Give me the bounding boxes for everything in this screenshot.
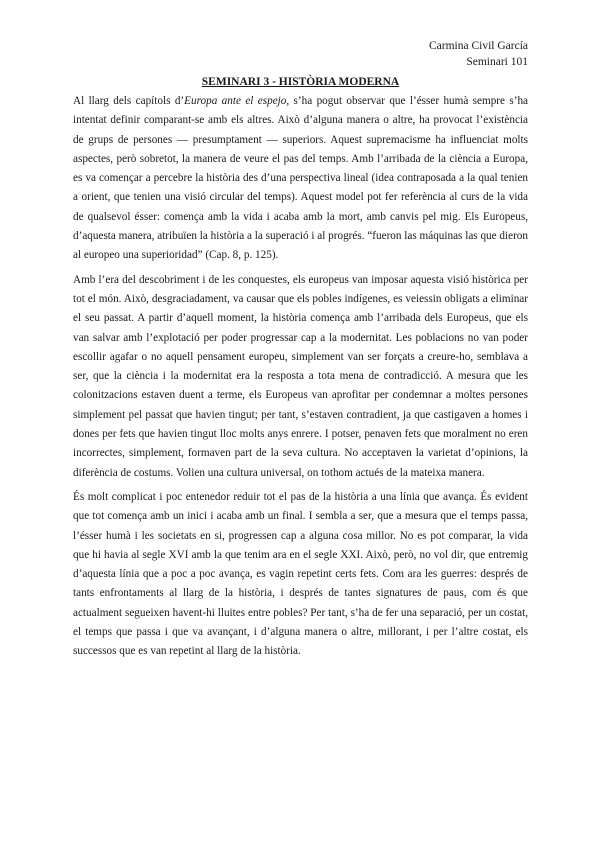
author-name: Carmina Civil García: [429, 40, 528, 52]
document-title: SEMINARI 3 - HISTÒRIA MODERNA: [201, 76, 400, 88]
paragraph-1-intro: Al llarg dels capítols d’: [73, 95, 185, 107]
paragraph-1: [73, 92, 528, 266]
paragraph-3: És molt complicat i poc entenedor reduir tot el pas de la història a una línia que avança. És evident que tot comença amb un inici i acaba amb un final. I sembla a ser, que a mesura que el temps passa, l’ésser humà i les societats en si, progressen cap a alguna cosa millor. No es pot comparar, la vida que hi havia al segle XVI amb la que tenim ara en el segle XXI. Això, però, no vol dir, que entremig d’aquesta línia que a poc a poc avança, es vagin repetint certs fets. Com ara les guerres: després de tants enfrontaments al llarg de la història, i després de tantes signatures de paus, com és que actualment segueixen havent-hi lluites entre pobles? Per tant, s’ha de fer una separació, per un costat, el temps que passa i que va avançant, i d’alguna manera o altre, millorant, i per l’altre costat, els successos que es van repetint al llarg de la història.: [73, 490, 528, 658]
book-title: Europa ante el espejo: [184, 95, 287, 107]
paragraph-1-body: , s’ha pogut observar que l’ésser humà sempre s’ha intentat definir comparant-se amb els altres. Això d’alguna manera o altre, ha provocat l’existència de grups de persones — presumptament — superiors. Aquest supremacisme ha influenciat molts aspectes, però sobretot, la manera de veure el pas del temps. Amb l’arribada de la ciència a Europa, es va començar a percebre la història des d’una perspectiva lineal (idea contraposada a la qual tenien a orient, que tenien una visió circular del temps). Aquest model pot fer referència al curs de la vida de qualsevol ésser: comença amb la vida i acaba amb la mort, amb canvis pel mig. Els Europeus, d’aquesta manera, atribuïen la història a la superació i al progrés. “fueron las máquinas las que dieron al europeo una superioridad” (Cap. 8, p. 125).: [73, 95, 529, 262]
seminar-group: Seminari 101: [466, 56, 528, 68]
paragraph-2: Amb l’era del descobriment i de les conquestes, els europeus van imposar aquesta visió històrica per tot el món. Això, desgraciadament, va causar que els pobles indígenes, es veiessin obligats a eliminar el seu passat. A partir d’aquell moment, la història comença amb l’arribada dels Europeus, que els van salvar amb l’explotació per poder progressar cap a la modernitat. Les poblacions no van poder escollir agafar o no aquell pensament europeu, simplement van ser forçats a creure-ho, semblava a ser, que la ciència i la modernitat era la resposta a tota mena de contradicció. A mesura que les colonitzacions estaven duent a terme, els Europeus van aprofitar per condemnar a moltes persones simplement pel passat que havien tingut; per tant, s’estaven contradient, ja que castigaven a homes i dones per fets que havien tingut lloc molts anys enrere. I potser, penaven fets que moralment no eren incorrectes, simplement, formaven part de la seva cultura. No acceptaven la varietat d’opinions, la diferència de costums. Volien una cultura universal, on tothom actués de la mateixa manera.: [73, 273, 528, 479]
document-page: [73, 38, 528, 667]
document-header: [73, 38, 528, 70]
